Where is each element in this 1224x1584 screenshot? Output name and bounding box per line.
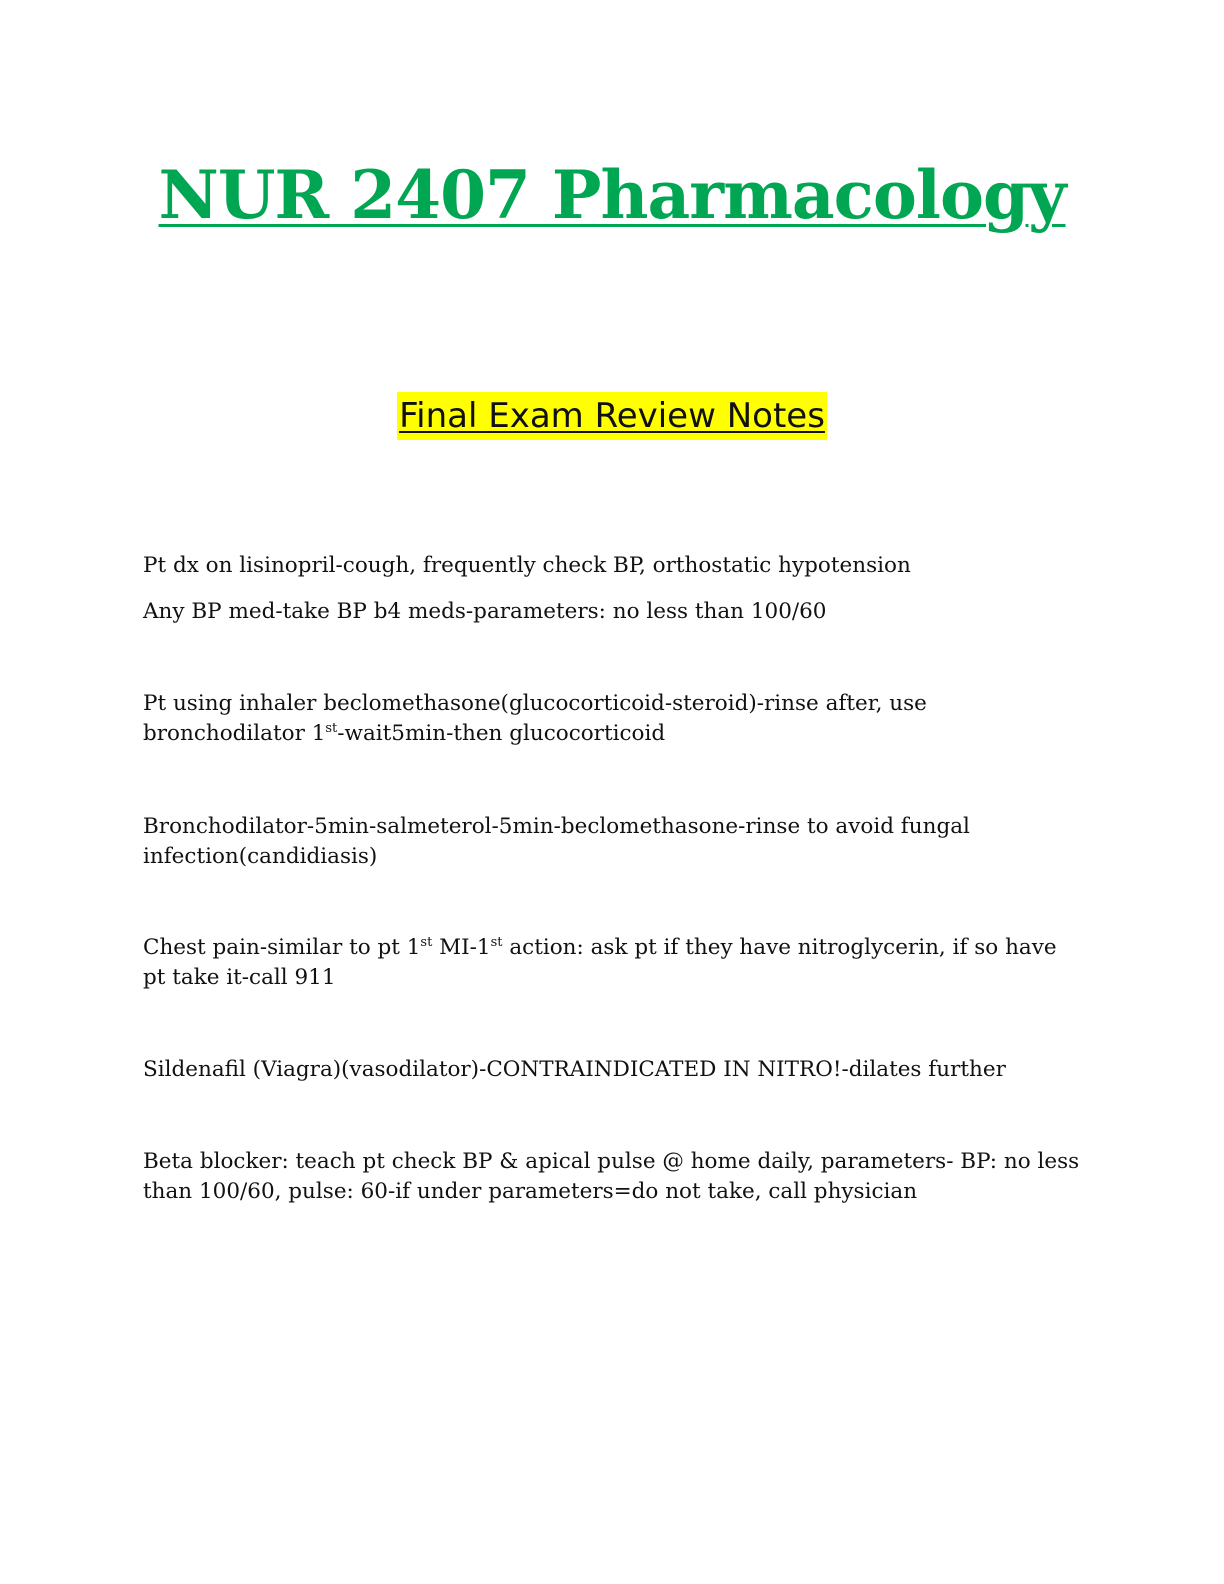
note-chest-pain-superscript-1: st bbox=[420, 934, 433, 950]
subtitle-container bbox=[0, 392, 1224, 440]
note-inhaler-text-1: Pt using inhaler beclomethasone(glucocorticoid-steroid)-rinse after, use bronchodilator 1 bbox=[143, 691, 927, 746]
document-title: NUR 2407 Pharmacology bbox=[158, 156, 1066, 234]
note-chest-pain-text-1: Chest pain-similar to pt 1 bbox=[143, 935, 421, 960]
document-subtitle: Final Exam Review Notes bbox=[397, 392, 827, 440]
note-beta-blocker: Beta blocker: teach pt check BP & apical pulse @ home daily, parameters- BP: no less than 100/60, pulse: 60-if under parameters=do not take, call physician bbox=[143, 1149, 1080, 1204]
note-chest-pain-text-3: action: ask pt if they have nitroglycerin, if so have pt take it-call 911 bbox=[143, 935, 1057, 990]
note-chest-pain-superscript-2: st bbox=[490, 934, 503, 950]
note-inhaler bbox=[143, 689, 1083, 749]
note-sildenafil: Sildenafil (Viagra)(vasodilator)-CONTRAINDICATED IN NITRO!-dilates further bbox=[143, 1057, 1006, 1082]
note-chest-pain bbox=[143, 933, 1083, 993]
note-bronchodilator: Bronchodilator-5min-salmeterol-5min-beclomethasone-rinse to avoid fungal infection(candidiasis) bbox=[143, 814, 970, 869]
note-inhaler-superscript: st bbox=[325, 720, 338, 736]
note-bp-med: Any BP med-take BP b4 meds-parameters: no less than 100/60 bbox=[143, 599, 827, 624]
note-lisinopril: Pt dx on lisinopril-cough, frequently check BP, orthostatic hypotension bbox=[143, 553, 911, 578]
note-inhaler-text-2: -wait5min-then glucocorticoid bbox=[337, 721, 666, 746]
note-chest-pain-text-2: MI-1 bbox=[432, 935, 491, 960]
